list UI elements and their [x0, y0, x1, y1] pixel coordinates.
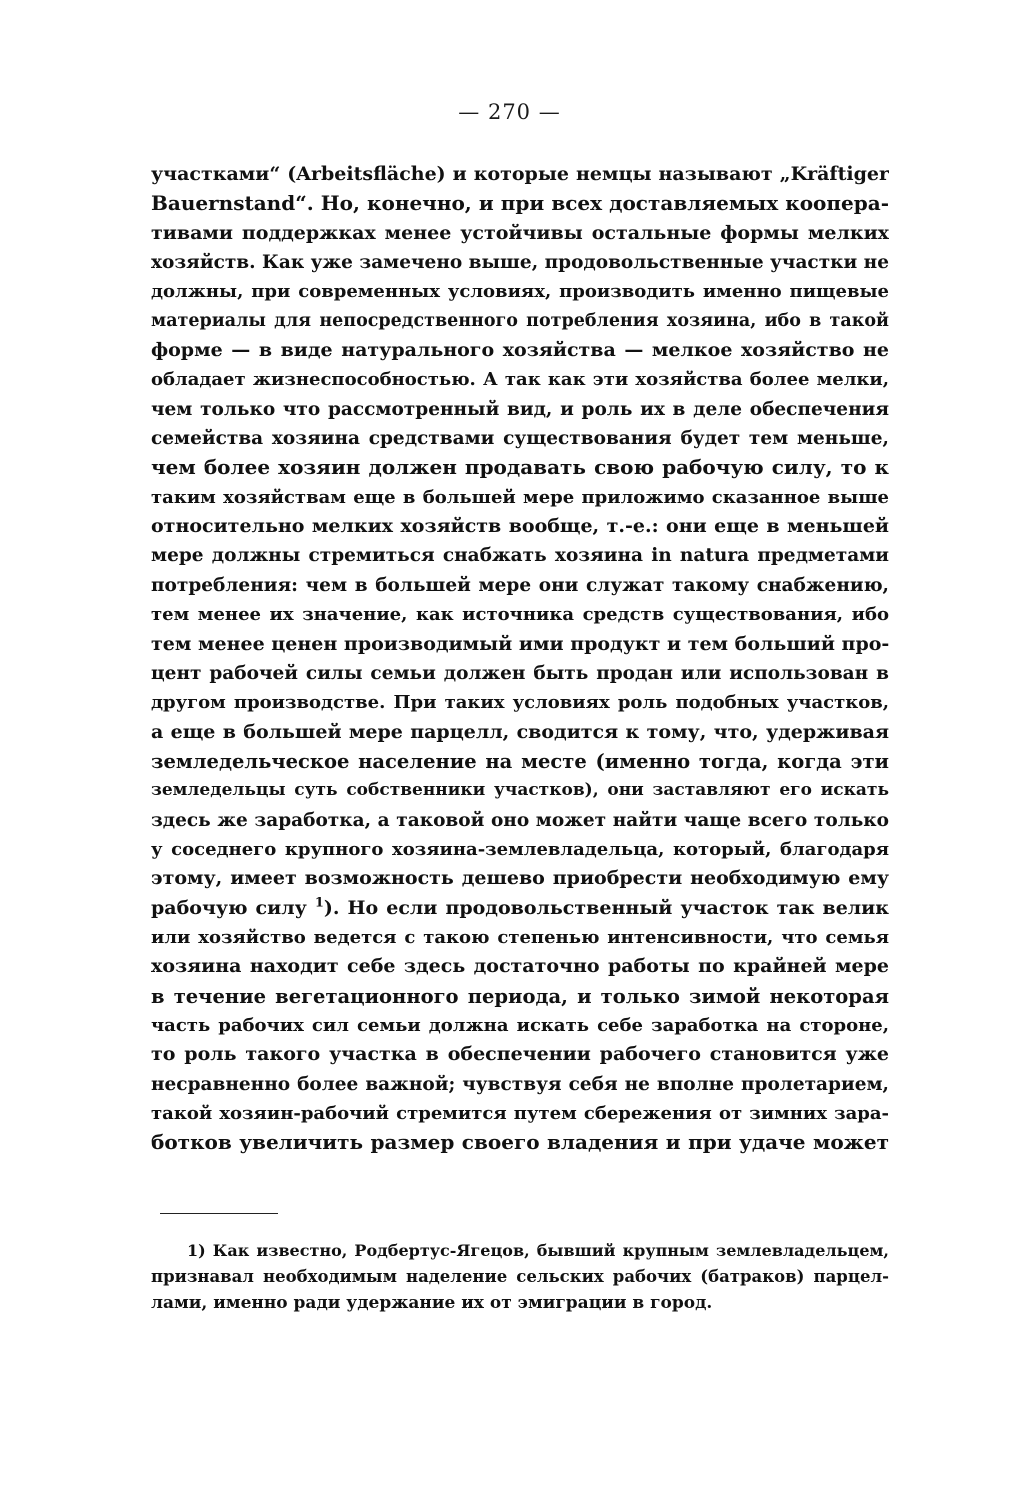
- text-line: семейства хозяина средствами существования будет тем меньше,: [151, 428, 889, 450]
- footnote-divider: [160, 1213, 278, 1214]
- text-line: чем только что рассмотренный вид, и роль их в деле обеспечения: [151, 398, 889, 420]
- footnote-line: [151, 1238, 889, 1264]
- text-line: такой хозяин-рабочий стремится путем сбережения от зимних зара-: [151, 1103, 889, 1124]
- text-line: земледельческое население на месте (именно тогда, когда эти: [151, 749, 889, 773]
- footnote-line: лами, именно ради удержание их от эмиграции в город.: [151, 1293, 713, 1313]
- text-line: несравненно более важной; чувствуя себя не вполне пролетарием,: [151, 1073, 889, 1095]
- text-fragment: рабочую силу: [151, 896, 307, 919]
- text-line: тем менее их значение, как источника средств существования, ибо: [151, 604, 889, 626]
- text-line: тем менее ценен производимый ими продукт и тем больший про-: [151, 632, 889, 655]
- body-text: [151, 160, 889, 1158]
- footnote-text: Как известно, Родбертус-Ягецов, бывший крупным землевладельцем,: [212, 1241, 889, 1260]
- text-line: земледельцы суть собственники участков), они заставляют его искать: [151, 780, 889, 801]
- text-line: таким хозяйствам еще в большей мере приложимо сказанное выше: [151, 486, 889, 508]
- text-line: другом производстве. При таких условиях роль подобных участков,: [151, 692, 889, 714]
- footnotes: [151, 1238, 889, 1316]
- text-line: чем более хозяин должен продавать свою рабочую силу, то к: [151, 455, 889, 480]
- text-fragment: ). Но если продовольственный участок так велик: [323, 896, 889, 919]
- text-line: тивами поддержках менее устойчивы остальные формы мелких: [151, 221, 889, 244]
- page-number: — 270 —: [458, 100, 561, 124]
- text-line: этому, имеет возможность дешево приобрести необходимую ему: [151, 867, 889, 890]
- text-line: здесь же заработка, а таковой оно может найти чаще всего только: [151, 809, 889, 831]
- text-line: форме — в виде натурального хозяйства — мелкое хозяйство не: [151, 339, 889, 362]
- text-line: цент рабочей силы семьи должен быть продан или использован в: [151, 662, 889, 684]
- text-line: или хозяйство ведется с такою степенью интенсивности, что семья: [151, 926, 889, 948]
- footnote-marker: 1): [187, 1241, 206, 1260]
- text-line: должны, при современных условиях, производить именно пищевые: [151, 281, 889, 303]
- text-line: то роль такого участка в обеспечении рабочего становится уже: [151, 1043, 889, 1066]
- text-line: у соседнего крупного хозяина-землевладельца, который, благодаря: [151, 838, 889, 860]
- text-line: часть рабочих сил семьи должна искать себе заработка на стороне,: [151, 1014, 889, 1036]
- footnote-reference: 1: [314, 895, 324, 911]
- text-line: участками“ (Arbeitsfläche) и которые немцы называют „Kräftiger: [151, 163, 889, 185]
- text-line: в течение вегетационного периода, и только зимой некоторая: [151, 984, 889, 1008]
- text-line: материалы для непосредственного потребления хозяина, ибо в такой: [151, 310, 889, 331]
- text-line: мере должны стремиться снабжать хозяина in natura предметами: [151, 545, 889, 567]
- text-line: потребления: чем в большей мере они служат такому снабжению,: [151, 574, 889, 596]
- text-line: хозяйств. Как уже замечено выше, продовольственные участки не: [151, 252, 889, 274]
- text-line: обладает жизнеспособностью. А так как эти хозяйства более мелки,: [151, 369, 889, 391]
- text-line: хозяина находит себе здесь достаточно работы по крайней мере: [151, 955, 889, 978]
- text-line: Bauernstand“. Но, конечно, и при всех доставляемых коопера-: [151, 191, 889, 216]
- text-line: относительно мелких хозяйств вообще, т.-е.: они еще в меньшей: [151, 515, 889, 538]
- text-line: а еще в большей мере парцелл, сводится к тому, что, удерживая: [151, 720, 889, 743]
- text-line: ботков увеличить размер своего владения и при удаче может: [151, 1130, 889, 1155]
- footnote-line: признавал необходимым наделение сельских рабочих (батраков) парцел-: [151, 1267, 889, 1286]
- text-line-with-footnote-ref: [151, 894, 889, 923]
